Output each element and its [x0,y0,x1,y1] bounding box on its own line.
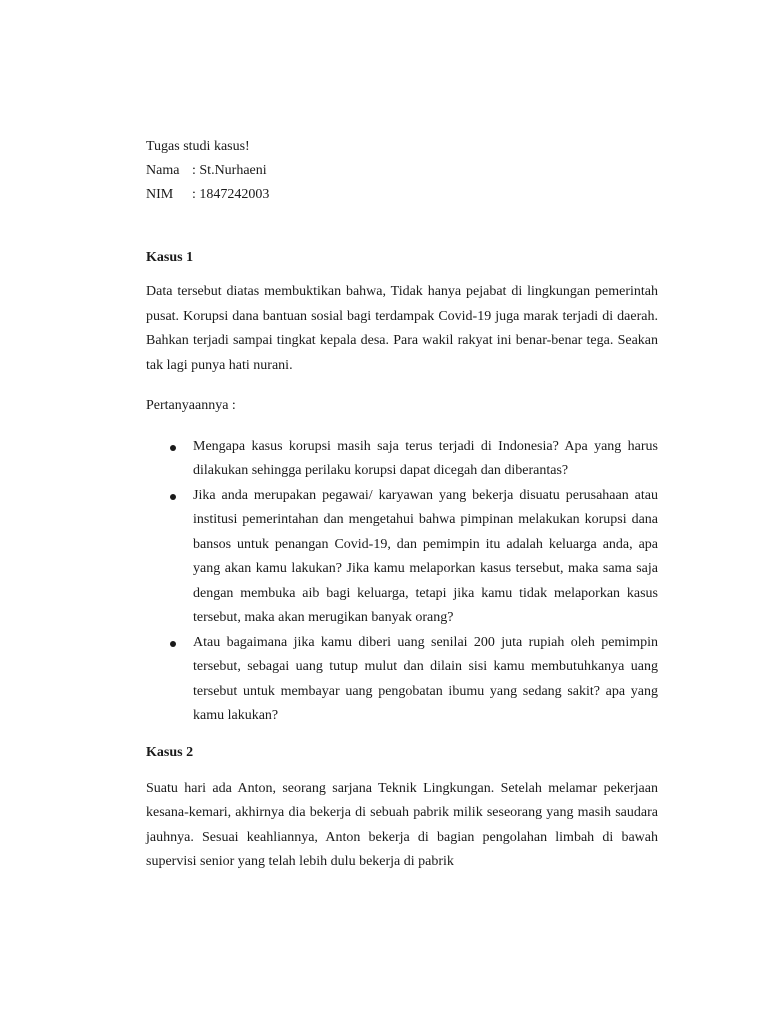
list-item [146,631,658,729]
question-list [146,435,658,729]
name-label: Nama [146,163,180,178]
list-item [146,435,658,484]
kasus1-heading: Kasus 1 [146,250,194,265]
question-text: Jika anda merupakan pegawai/ karyawan yang bekerja disuatu perusahaan atau institusi pemerintahan dan mengetahui bahwa pimpinan melakukan korupsi dana bansos untuk penangan Covid-19, dan pemimpin itu adalah keluarga anda, apa yang akan kamu lakukan? Jika kamu melaporkan kasus tersebut, maka sama saja dengan membuka aib bagi keluarga, tetapi jika kamu tidak melaporkan kasus tersebut, maka akan merugikan banyak orang? [193,487,658,625]
kasus2-heading: Kasus 2 [146,744,194,760]
bullet-icon [170,641,176,647]
name-line [146,159,658,183]
kasus2-paragraph: Suatu hari ada Anton, seorang sarjana Teknik Lingkungan. Setelah melamar pekerjaan kesana-kemari, akhirnya dia bekerja di sebuah pabrik milik seseorang yang masih saudara jauhnya. Sesuai keahliannya, Anton bekerja di bagian pengolahan limbah di bawah supervisi senior yang telah lebih dulu bekerja di pabrik [146,780,658,869]
name-value: : St.Nurhaeni [192,163,267,178]
nim-label: NIM [146,187,174,202]
document-content [146,135,658,875]
kasus1-paragraph: Data tersebut diatas membuktikan bahwa, Tidak hanya pejabat di lingkungan pemerintah pusat. Korupsi dana bantuan sosial bagi terdampak Covid-19 juga marak terjadi di daerah. Bahkan terjadi sampai tingkat kepala desa. Para wakil rakyat ini benar-benar tega. Seakan tak lagi punya hati nurani. [146,284,658,373]
nim-line [146,183,658,207]
assignment-title: Tugas studi kasus! [146,139,250,154]
question-text: Mengapa kasus korupsi masih saja terus terjadi di Indonesia? Apa yang harus dilakukan sehingga perilaku korupsi dapat dicegah dan diberantas? [193,438,658,478]
nim-value: : 1847242003 [192,187,270,202]
bullet-icon [170,494,176,500]
questions-label: Pertanyaannya : [146,398,236,413]
bullet-icon [170,445,176,451]
list-item [146,484,658,631]
question-text: Atau bagaimana jika kamu diberi uang senilai 200 juta rupiah oleh pemimpin tersebut, sebagai uang tutup mulut dan dilain sisi kamu membutuhkanya uang tersebut untuk membayar uang pengobatan ibumu yang sedang sakit? apa yang kamu lakukan? [193,634,658,723]
